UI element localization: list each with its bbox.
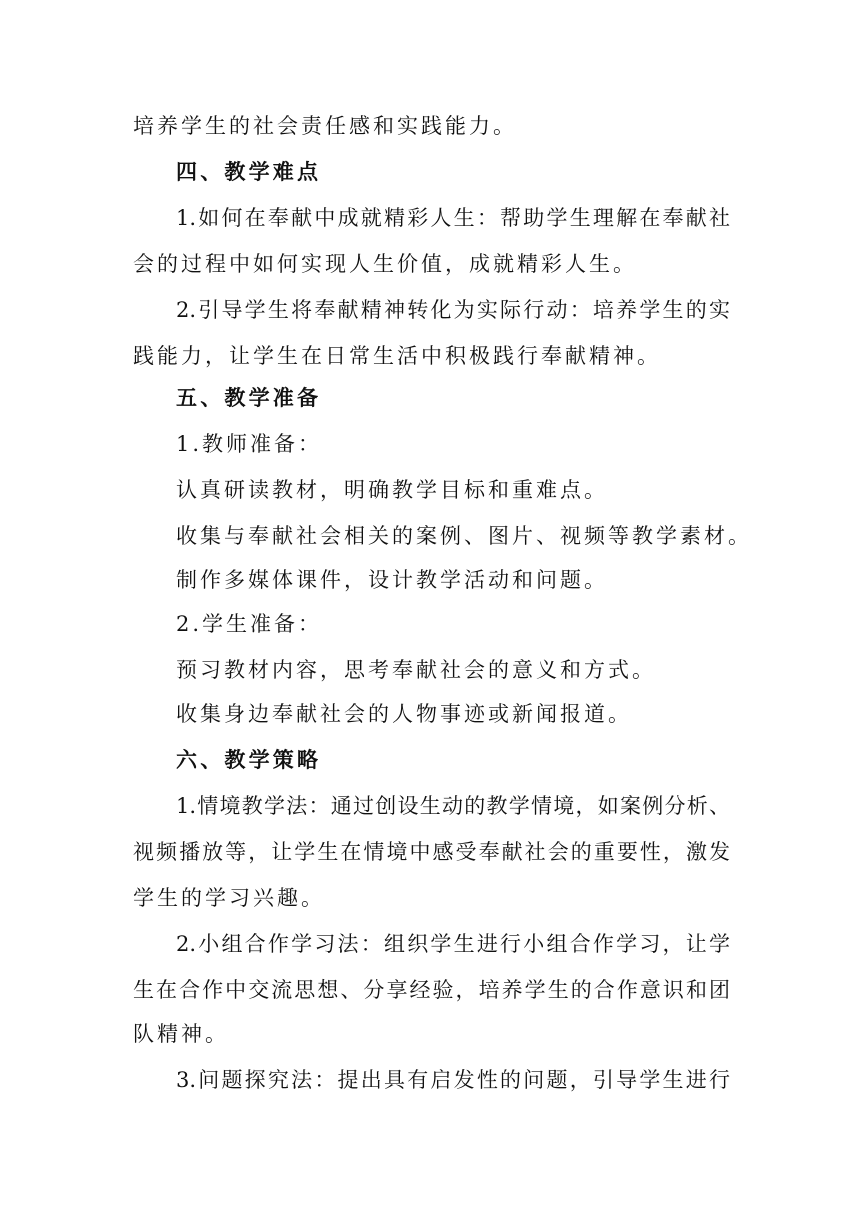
paragraph-line: 2.学生准备：: [176, 612, 323, 636]
paragraph-line: 收集身边奉献社会的人物事迹或新闻报道。: [176, 702, 632, 726]
paragraph-line: 收集与奉献社会相关的案例、图片、视频等教学素材。: [176, 524, 752, 548]
paragraph-line: 视频播放等，让学生在情境中感受奉献社会的重要性，激发: [133, 840, 730, 864]
paragraph-line: 培养学生的社会责任感和实践能力。: [133, 114, 517, 138]
paragraph-line: 1.如何在奉献中成就精彩人生：帮助学生理解在奉献社: [176, 206, 730, 230]
paragraph-line: 队精神。: [133, 1022, 229, 1046]
section-heading-preparation: 五、教学准备: [176, 386, 322, 410]
paragraph-line: 会的过程中如何实现人生价值，成就精彩人生。: [133, 252, 637, 276]
paragraph-line: 学生的学习兴趣。: [133, 886, 325, 910]
section-heading-difficulties: 四、教学难点: [176, 160, 322, 184]
paragraph-line: 践能力，让学生在日常生活中积极践行奉献精神。: [133, 344, 661, 368]
paragraph-line: 生在合作中交流思想、分享经验，培养学生的合作意识和团: [133, 978, 730, 1002]
paragraph-line: 预习教材内容，思考奉献社会的意义和方式。: [176, 658, 656, 682]
paragraph-line: 1.教师准备：: [176, 432, 323, 456]
paragraph-line: 1.情境教学法：通过创设生动的教学情境，如案例分析、: [176, 794, 730, 818]
paragraph-line: 2.小组合作学习法：组织学生进行小组合作学习，让学: [176, 932, 730, 956]
section-heading-strategy: 六、教学策略: [176, 748, 322, 772]
paragraph-line: 3.问题探究法：提出具有启发性的问题，引导学生进行: [176, 1068, 730, 1092]
paragraph-line: 2.引导学生将奉献精神转化为实际行动：培养学生的实: [176, 298, 730, 322]
paragraph-line: 制作多媒体课件，设计教学活动和问题。: [176, 568, 608, 592]
paragraph-line: 认真研读教材，明确教学目标和重难点。: [176, 478, 608, 502]
